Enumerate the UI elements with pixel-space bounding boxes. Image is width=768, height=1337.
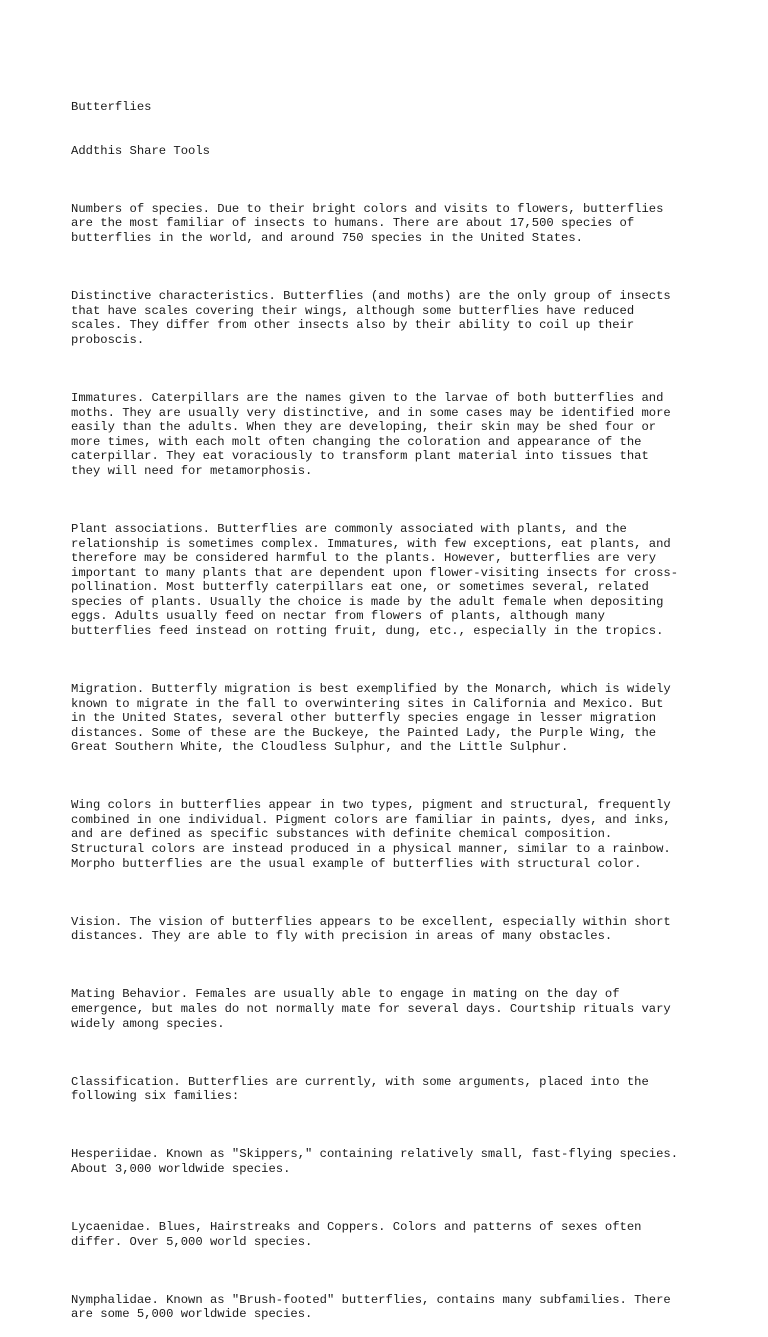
paragraph-lycaenidae: Lycaenidae. Blues, Hairstreaks and Coppers. Colors and patterns of sexes often differ. Over 5,000 world species. (71, 1220, 642, 1249)
paragraph-classification: Classification. Butterflies are currently, with some arguments, placed into the following six families: (71, 1074, 649, 1104)
paragraph-mating-behavior: Mating Behavior. Females are usually able to engage in mating on the day of emergence, but males do not normally mate for several days. Courtship rituals vary widely among species. (71, 987, 671, 1031)
paragraph-nymphalidae: Nymphalidae. Known as "Brush-footed" butterflies, contains many subfamilies. There are some 5,000 worldwide species. (71, 1292, 671, 1322)
document-page (71, 71, 701, 1337)
share-tools-label: Addthis Share Tools (71, 143, 210, 158)
paragraph-vision: Vision. The vision of butterflies appears to be excellent, especially within short distances. They are able to fly with precision in areas of many obstacles. (71, 914, 671, 944)
paragraph-distinctive-characteristics: Distinctive characteristics. Butterflies (and moths) are the only group of insects that have scales covering their wings, although some butterflies have reduced scales. They differ from other insects also by their ability to coil up their proboscis. (71, 289, 671, 347)
paragraph-wing-colors: Wing colors in butterflies appear in two types, pigment and structural, frequently combined in one individual. Pigment colors are familiar in paints, dyes, and inks, and are defined as specific substances with definite chemical composition. Structural colors are instead produced in a physical manner, similar to a rainbow. Morpho butterflies are the usual example of butterflies with structural color. (71, 798, 671, 871)
document-title: Butterflies (71, 100, 152, 115)
paragraph-numbers-of-species: Numbers of species. Due to their bright colors and visits to flowers, butterflies are the most familiar of insects to humans. There are about 17,500 species of butterflies in the world, and around 750 species in the United States. (71, 201, 664, 246)
paragraph-hesperiidae: Hesperiidae. Known as "Skippers," containing relatively small, fast-flying species. About 3,000 worldwide species. (71, 1147, 679, 1177)
paragraph-plant-associations: Plant associations. Butterflies are commonly associated with plants, and the relationship is sometimes complex. Immatures, with few exceptions, eat plants, and therefore may be considered harmful to the plants. However, butterflies are very important to many plants that are dependent upon flower-visiting insects for cross- pollination. Most butterfly caterpillars eat one, or sometimes several, related species of plants. Usually the choice is made by the adult female when depositing eggs. Adults usually feed on nectar from flowers of plants, although many butterflies feed instead on rotting fruit, dung, etc., especially in the tropics. (71, 521, 679, 638)
paragraph-migration: Migration. Butterfly migration is best exemplified by the Monarch, which is widely known to migrate in the fall to overwintering sites in California and Mexico. But in the United States, several other butterfly species engage in lesser migration distances. Some of these are the Buckeye, the Painted Lady, the Purple Wing, the Great Southern White, the Cloudless Sulphur, and the Little Sulphur. (71, 681, 671, 755)
paragraph-immatures: Immatures. Caterpillars are the names given to the larvae of both butterflies and moths. They are usually very distinctive, and in some cases may be identified more easily than the adults. When they are developing, their skin may be shed four or more times, with each molt often changing the coloration and appearance of the caterpillar. They eat voraciously to transform plant material into tissues that they will need for metamorphosis. (71, 391, 671, 478)
